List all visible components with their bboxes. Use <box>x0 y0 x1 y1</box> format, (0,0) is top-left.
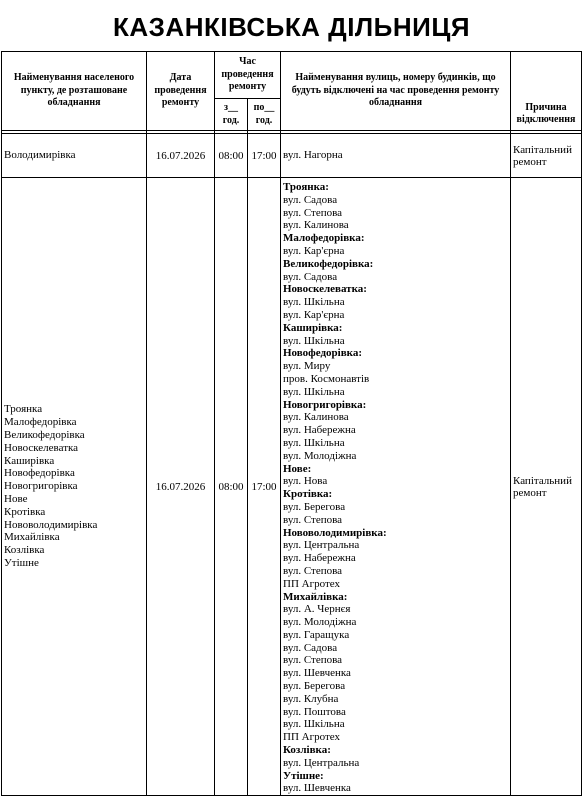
street-item: вул. Калинова <box>283 411 349 424</box>
street-item: вул. Миру <box>283 360 331 373</box>
time-to-cell: 17:00 <box>248 178 281 796</box>
time-from-cell: 08:00 <box>215 134 248 178</box>
streets-cell <box>281 178 511 796</box>
settlement-name: Михайлівка <box>4 531 60 544</box>
table-row <box>2 134 582 178</box>
street-item: вул. Берегова <box>283 500 346 513</box>
street-item: вул. Нова <box>283 475 328 488</box>
street-item: вул. Шкільна <box>283 385 345 398</box>
village-heading: Михайлівка: <box>283 590 348 603</box>
street-item: пров. Космонавтів <box>283 372 370 385</box>
header-date: Дата проведення ремонту <box>147 52 215 131</box>
settlement-name: Нововолодимирівка <box>4 518 98 531</box>
settlement-name: Малофедорівка <box>4 416 77 429</box>
village-heading: Новофедорівка: <box>283 347 363 360</box>
street-item: вул. Клубна <box>283 692 339 705</box>
street-item: вул. Садова <box>283 270 338 283</box>
street-item: вул. Калинова <box>283 219 349 232</box>
settlement-name: Троянка <box>4 403 43 416</box>
street-item: вул. Кар'єрна <box>283 308 345 321</box>
street-item: вул. Берегова <box>283 680 346 693</box>
settlement-name: Утішне <box>4 557 39 569</box>
header-to: по__ год. <box>248 99 281 131</box>
village-heading: Новоскелеватка: <box>283 283 367 296</box>
time-to-cell: 17:00 <box>248 134 281 178</box>
village-heading: Троянка: <box>283 181 329 193</box>
street-item: вул. Нагорна <box>283 149 343 162</box>
street-item: вул. Набережна <box>283 552 356 565</box>
street-item: вул. Центральна <box>283 539 360 552</box>
village-heading: Нововолодимирівка: <box>283 526 387 539</box>
street-item: вул. Шкільна <box>283 436 345 449</box>
reason-cell: Капітальний ремонт <box>511 134 582 178</box>
header-from: з__ год. <box>215 99 248 131</box>
date-cell: 16.07.2026 <box>147 178 215 796</box>
settlement-name: Володимирівка <box>4 149 76 162</box>
date-cell: 16.07.2026 <box>147 134 215 178</box>
street-item: вул. Молодіжна <box>283 616 357 629</box>
street-item: вул. Кар'єрна <box>283 244 345 257</box>
table-row <box>2 178 582 796</box>
street-item: вул. Степова <box>283 564 343 577</box>
street-item: вул. Шкільна <box>283 296 345 309</box>
settlements-cell <box>2 134 147 178</box>
reason-cell: Капітальний ремонт <box>511 178 582 796</box>
settlement-name: Новоскелеватка <box>4 441 79 454</box>
header-reason-spacer <box>511 52 582 99</box>
village-heading: Малофедорівка: <box>283 232 365 245</box>
header-streets: Найменування вулиць, номеру будинків, що будуть відключені на час проведення ремонту обладнання <box>281 52 511 131</box>
street-item: ПП Агротех <box>283 731 340 744</box>
street-item: ПП Агротех <box>283 577 340 590</box>
street-item: вул. Молодіжна <box>283 449 357 462</box>
street-item: вул. Гаращука <box>283 628 350 641</box>
settlement-name: Новогригорівка <box>4 480 78 493</box>
village-heading: Козлівка: <box>283 744 331 757</box>
street-item: вул. Степова <box>283 206 343 219</box>
outage-schedule-table <box>1 51 582 796</box>
street-item: вул. Шкільна <box>283 718 345 731</box>
village-heading: Утішне: <box>283 769 324 782</box>
settlement-name: Кротівка <box>4 505 46 518</box>
settlement-name: Нове <box>4 493 28 506</box>
page-title: КАЗАНКІВСЬКА ДІЛЬНИЦЯ <box>112 12 471 42</box>
village-heading: Кротівка: <box>283 488 333 501</box>
street-item: вул. Садова <box>283 193 338 206</box>
header-row <box>2 52 582 99</box>
village-heading: Новогригорівка: <box>283 398 367 411</box>
time-from-cell: 08:00 <box>215 178 248 796</box>
street-item: вул. А. Чернєя <box>283 603 351 616</box>
street-item: вул. Степова <box>283 513 343 526</box>
street-item: вул. Шевченка <box>283 667 351 680</box>
street-item: вул. Центральна <box>283 756 360 769</box>
street-item: вул. Шевченка <box>283 782 351 795</box>
settlements-cell <box>2 178 147 796</box>
header-time: Час проведення ремонту <box>215 52 281 99</box>
village-heading: Великофедорівка: <box>283 257 374 270</box>
street-item: вул. Степова <box>283 654 343 667</box>
street-item: вул. Шкільна <box>283 334 345 347</box>
header-settlement: Найменування населеного пункту, де розташоване обладнання <box>2 52 147 131</box>
settlement-name: Каширівка <box>4 454 55 467</box>
village-heading: Каширівка: <box>283 321 343 334</box>
settlement-name: Новофедорівка <box>4 467 75 480</box>
street-item: вул. Набережна <box>283 424 356 437</box>
street-item: вул. Садова <box>283 641 338 654</box>
streets-cell <box>281 134 511 178</box>
settlement-name: Великофедорівка <box>4 429 85 442</box>
street-item: вул. Поштова <box>283 705 346 718</box>
header-reason: Причина відключення <box>511 99 582 131</box>
settlement-name: Козлівка <box>4 544 45 557</box>
village-heading: Нове: <box>283 462 312 475</box>
